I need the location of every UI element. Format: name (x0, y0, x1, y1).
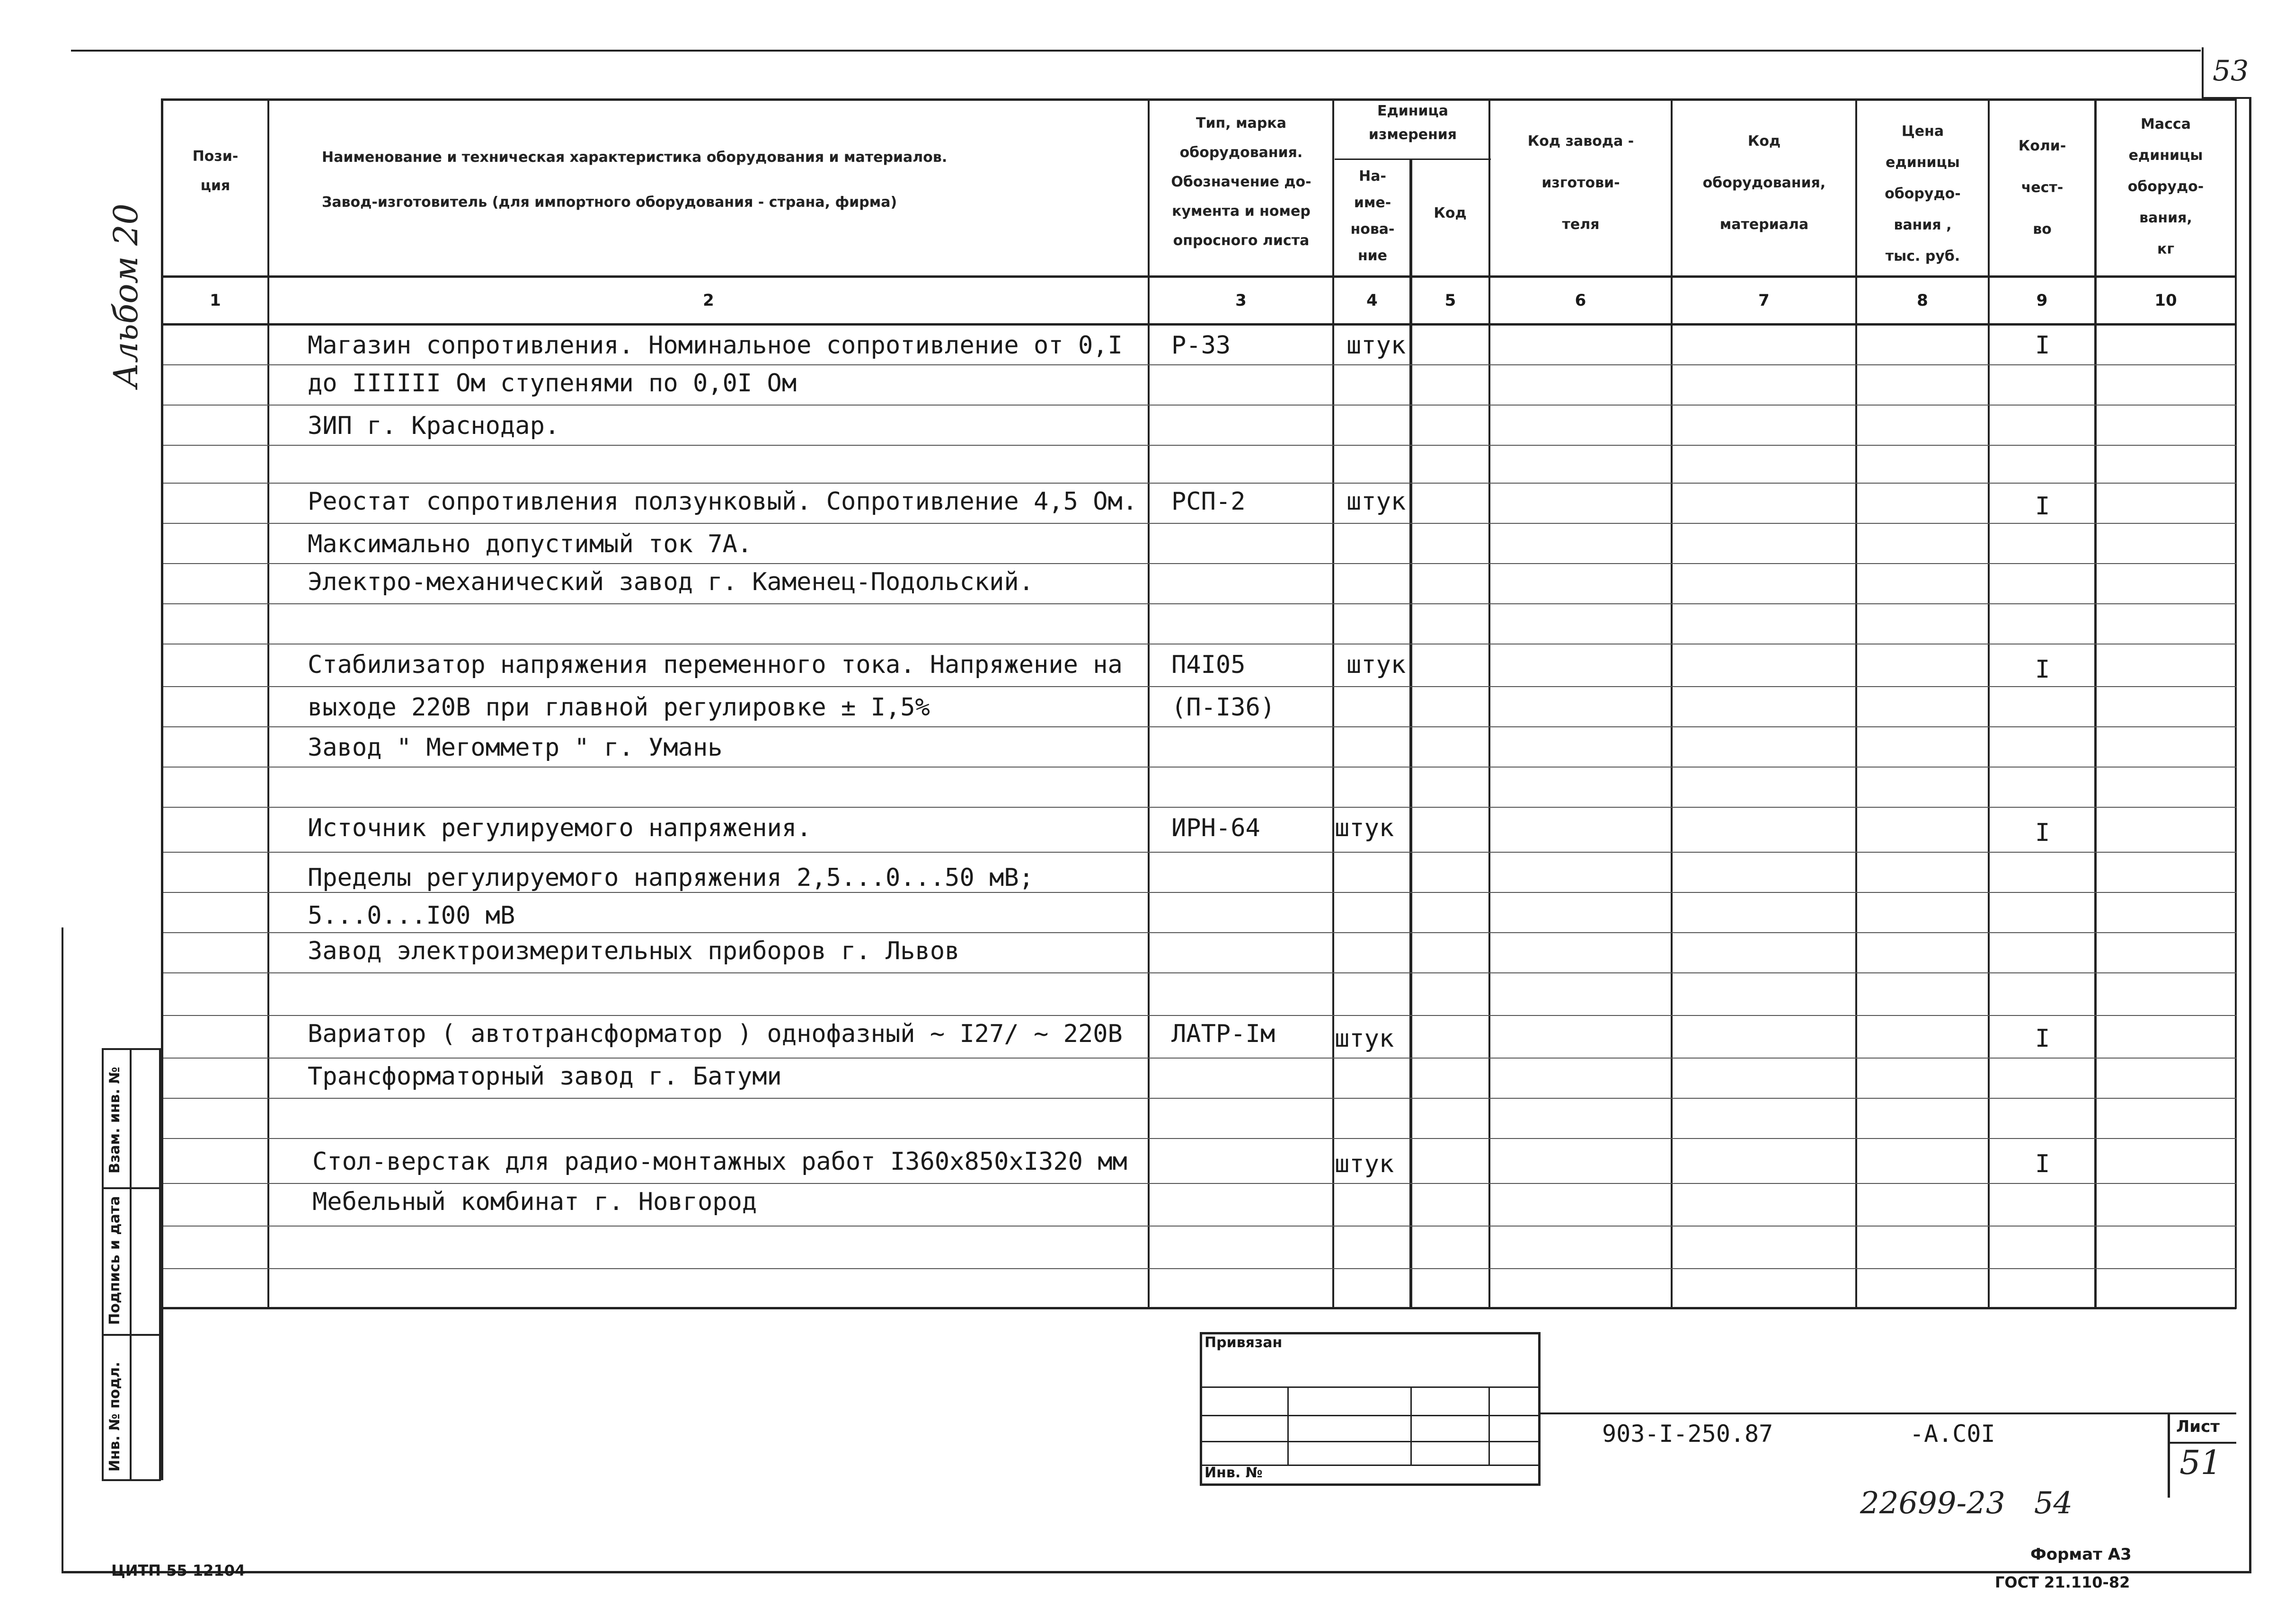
corner-box-left-line (2202, 47, 2204, 99)
item-1-line-2: до IIIIII Ом ступенями по 0,0I Ом (308, 369, 797, 397)
header-bottom-line (161, 275, 2236, 278)
bottom-border-line (62, 1571, 2250, 1573)
colnum-10: 10 (2154, 291, 2177, 310)
header-col4: На- име- нова- ние (1350, 168, 1395, 264)
colnum-4: 4 (1366, 291, 1378, 310)
row-separator-line (163, 1098, 2236, 1099)
left-border-line (62, 927, 63, 1571)
sheet-corner-number: 53 (2213, 54, 2249, 88)
header-col1: Пози- ция (192, 148, 239, 194)
colnum-8: 8 (1917, 291, 1928, 310)
item-4-line-1: Источник регулируемого напряжения. (308, 814, 812, 842)
bound-box (1200, 1332, 1541, 1486)
header-col8: Цена единицы оборудо- вания , тыс. руб. (1885, 123, 1961, 265)
colnum-1: 1 (210, 291, 221, 310)
colnum-7: 7 (1758, 291, 1770, 310)
row-separator-line (163, 405, 2236, 406)
right-border-line (2249, 97, 2251, 1573)
row-separator-line (163, 852, 2236, 853)
item-6-unit: штук (1335, 1150, 1394, 1178)
item-2-type: РСП-2 (1171, 487, 1246, 516)
item-4-qty: I (2035, 819, 2050, 847)
title-block (161, 1307, 2236, 1480)
header-col2: Наименование и техническая характеристика оборудования и материалов. Завод-изготовитель (для импортного оборудования - страна, фирма) (322, 149, 948, 211)
item-3-unit: штук (1346, 651, 1406, 679)
item-2-line-1: Реостат сопротивления ползунковый. Сопротивление 4,5 Ом. (308, 487, 1138, 516)
doc-suffix: -А.С0I (1910, 1420, 1995, 1447)
item-3-line-2: выходе 220В при главной регулировке ± I,5% (308, 693, 930, 722)
table-top-line (161, 98, 2236, 101)
item-1-type: Р-33 (1171, 331, 1231, 360)
header-col5: Код (1434, 205, 1467, 221)
item-1-line-1: Магазин сопротивления. Номинальное сопротивление от 0,I (308, 331, 1123, 360)
item-3-qty: I (2035, 655, 2050, 684)
item-5-unit: штук (1335, 1024, 1394, 1053)
row-separator-line (163, 1226, 2236, 1227)
row-separator-line (163, 686, 2236, 687)
stamp-orig-inv: Инв. № подл. (106, 1361, 123, 1472)
col-line-4 (1409, 159, 1412, 1309)
item-5-qty: I (2035, 1024, 2050, 1053)
colnum-5: 5 (1444, 291, 1456, 310)
sheet-label: Лист (2176, 1417, 2220, 1436)
item-3-line-1: Стабилизатор напряжения переменного тока. Напряжение на (308, 651, 1123, 679)
colnum-9: 9 (2036, 291, 2048, 310)
colnum-3: 3 (1235, 291, 1247, 310)
item-5-line-1: Вариатор ( автотрансформатор ) однофазный ~ I27/ ~ 220В (308, 1020, 1123, 1048)
unit-group-line (1335, 159, 1491, 160)
row-separator-line (163, 1268, 2236, 1269)
top-border-line (71, 50, 2201, 52)
item-2-unit: штук (1346, 487, 1406, 516)
header-col9: Коли- чест- во (2018, 138, 2066, 238)
item-4-type: ИРН-64 (1171, 814, 1260, 842)
item-2-line-2: Максимально допустимый ток 7А. (308, 530, 753, 558)
row-separator-line (163, 726, 2236, 727)
item-6-line-1: Стол-верстак для радио-монтажных работ I360x850xI320 мм (312, 1147, 1127, 1176)
item-4-line-3: 5...0...I00 мВ (308, 901, 515, 930)
item-1-qty: I (2035, 331, 2050, 360)
header-col3: Тип, марка оборудования. Обозначение до- кумента и номер опросного листа (1171, 115, 1311, 249)
doc-code: 903-I-250.87 (1602, 1420, 1773, 1447)
bottom-handwritten-number: 22699-23 54 (1860, 1486, 2073, 1521)
item-4-line-4: Завод электроизмерительных приборов г. Львов (308, 937, 960, 965)
row-separator-line (163, 807, 2236, 808)
item-3-type-2: (П-I36) (1171, 693, 1275, 722)
item-6-line-2: Мебельный комбинат г. Новгород (312, 1188, 757, 1216)
header-unit-group: Единица измерения (1368, 103, 1457, 143)
item-3-line-3: Завод " Мегомметр " г. Умань (308, 733, 723, 762)
colnum-2: 2 (703, 291, 714, 310)
item-5-line-2: Трансформаторный завод г. Батуми (308, 1062, 782, 1091)
item-3-type-1: П4I05 (1171, 651, 1246, 679)
format-label: Формат А3 (2030, 1545, 2132, 1564)
item-5-type: ЛАТР-Iм (1171, 1020, 1275, 1048)
gost-label: ГОСТ 21.110-82 (1995, 1573, 2130, 1591)
stamp-replaced-inv: Взам. инв. № (106, 1067, 123, 1174)
stamp-sign-date: Подпись и дата (106, 1196, 123, 1325)
col-line-10 (2235, 98, 2237, 1309)
item-6-qty: I (2035, 1150, 2050, 1178)
cits-label: ЦИТП 55 12104 (111, 1562, 246, 1580)
item-4-unit: штук (1335, 814, 1394, 842)
header-col6: Код завода - изготови- теля (1527, 133, 1634, 233)
header-col7: Код оборудования, материала (1702, 133, 1826, 233)
item-2-line-3: Электро-механический завод г. Каменец-Подольский. (308, 568, 1034, 596)
sheet-number: 51 (2179, 1443, 2222, 1482)
inv-label: Инв. № (1205, 1465, 1263, 1481)
item-4-line-2: Пределы регулируемого напряжения 2,5...0...50 мВ; (308, 864, 1034, 892)
doc-code-line (1541, 1412, 2236, 1414)
album-label: Альбом 20 (106, 203, 145, 388)
header-col10: Масса единицы оборудо- вания, кг (2127, 116, 2204, 257)
row-separator-line (163, 445, 2236, 446)
row-separator-line (163, 767, 2236, 768)
item-2-qty: I (2035, 492, 2050, 521)
row-separator-line (163, 1138, 2236, 1139)
bound-label: Привязан (1205, 1334, 1283, 1351)
row-separator-line (163, 523, 2236, 524)
item-1-unit: штук (1346, 331, 1406, 360)
row-separator-line (163, 603, 2236, 604)
row-separator-line (163, 972, 2236, 973)
colnum-bottom-line (161, 323, 2236, 326)
colnum-6: 6 (1575, 291, 1586, 310)
item-1-line-3: ЗИП г. Краснодар. (308, 412, 560, 440)
